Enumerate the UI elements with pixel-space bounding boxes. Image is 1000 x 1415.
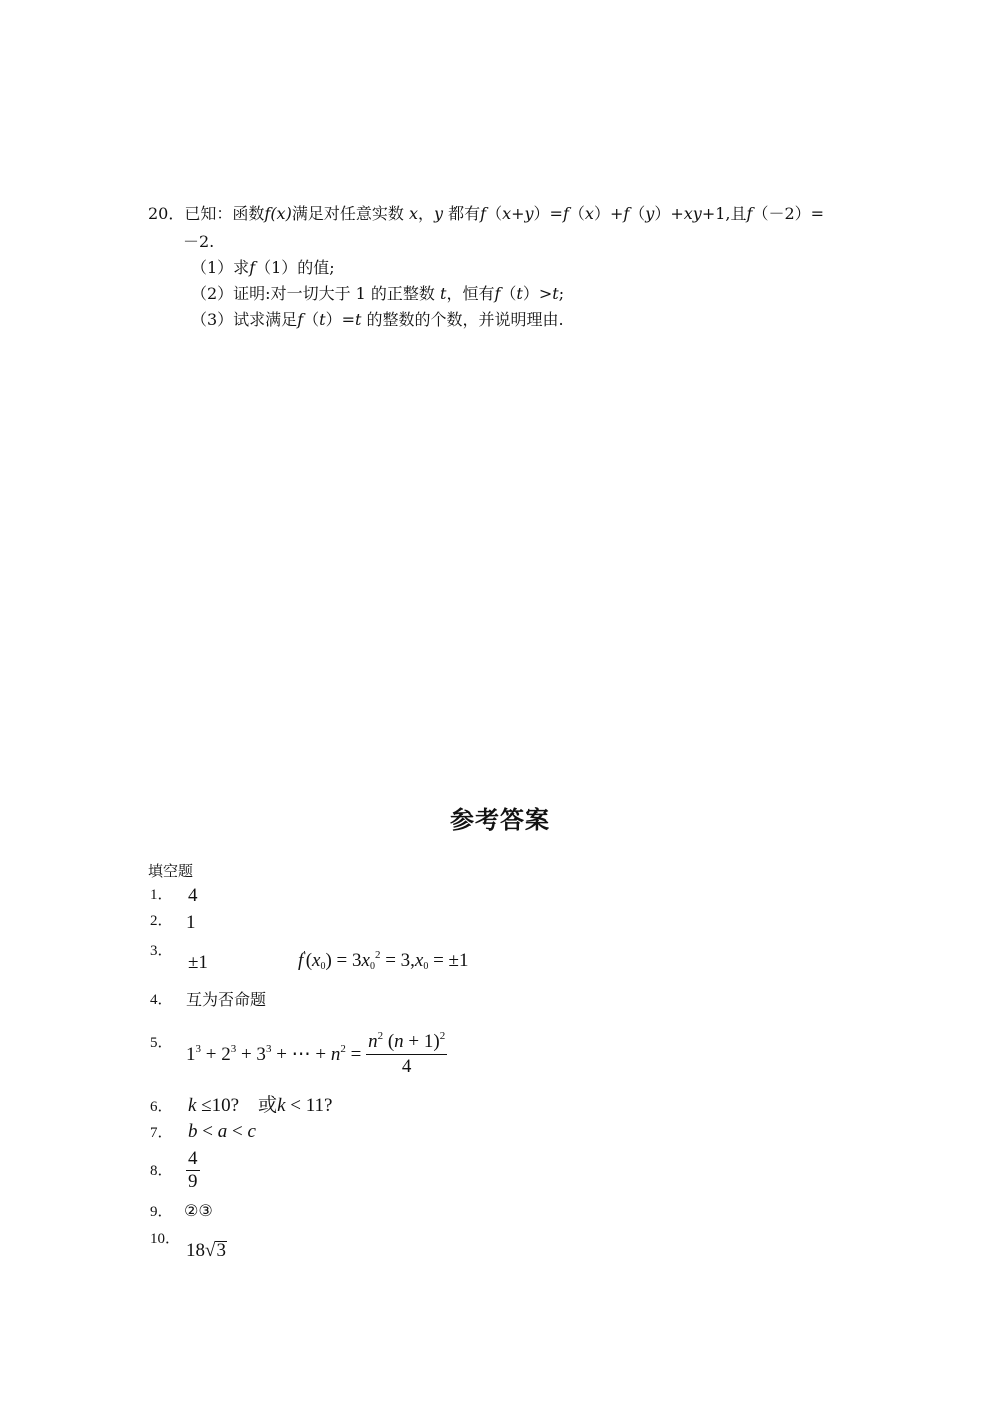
problem-20-stem-line2: －2.	[183, 232, 215, 251]
problem-20-stem-line1: 20．已知：函数f(x)满足对任意实数 x，y 都有f（x+y）=f（x）+f（y）+xy+1,且f（－2）=	[148, 204, 825, 223]
answer-3-value: ±1	[188, 952, 208, 973]
answer-8-label: 8．	[150, 1163, 173, 1179]
answer-5-formula: $1^3 + 2^3 + 3^3$ + ⋯ + $n^2$ = $\frac{n^2 (n + 1)^2}{4}$	[186, 1030, 446, 1077]
answer-2-value: 1	[186, 912, 196, 933]
problem-20-sub3: （3）试求满足f（t）=t 的整数的个数，并说明理由.	[191, 310, 564, 329]
answer-9-value: ②③	[184, 1201, 213, 1220]
answer-6-label: 6．	[150, 1099, 173, 1115]
answer-1-value: 4	[188, 885, 198, 906]
answer-5-label: 5．	[150, 1035, 173, 1051]
answer-7-value: b < a < c	[188, 1121, 256, 1142]
answer-9-label: 9．	[150, 1204, 173, 1220]
problem-20-sub2: （2）证明:对一切大于 1 的正整数 t，恒有f（t）>t;	[191, 284, 565, 303]
problem-20-sub1: （1）求f（1）的值;	[191, 258, 335, 277]
answer-7-label: 7．	[150, 1125, 173, 1141]
answer-8-fraction: $\frac{4}{9}$	[188, 1148, 198, 1192]
answer-10-value: 18√3	[186, 1240, 226, 1261]
answer-5-fraction: $\frac{n^2 (n + 1)^2}{4}$	[368, 1030, 446, 1077]
answer-3-derivation: $f'(x_0) = 3x_0^2 = 3,x_0 = \pm 1$	[298, 949, 469, 972]
problem-number: 20．	[148, 204, 185, 223]
answer-2-label: 2．	[150, 913, 173, 929]
answers-title: 参考答案	[450, 806, 550, 834]
answer-3-label: 3．	[150, 943, 173, 959]
answers-section-label: 填空题	[148, 862, 194, 880]
answer-4-label: 4．	[150, 992, 173, 1008]
answer-1-label: 1．	[150, 887, 173, 903]
sqrt-symbol: √	[205, 1240, 216, 1261]
answer-10-label: 10．	[150, 1231, 181, 1247]
answer-6-value: k ≤10? 或k < 11?	[188, 1095, 333, 1116]
answer-4-value: 互为否命题	[186, 990, 267, 1009]
